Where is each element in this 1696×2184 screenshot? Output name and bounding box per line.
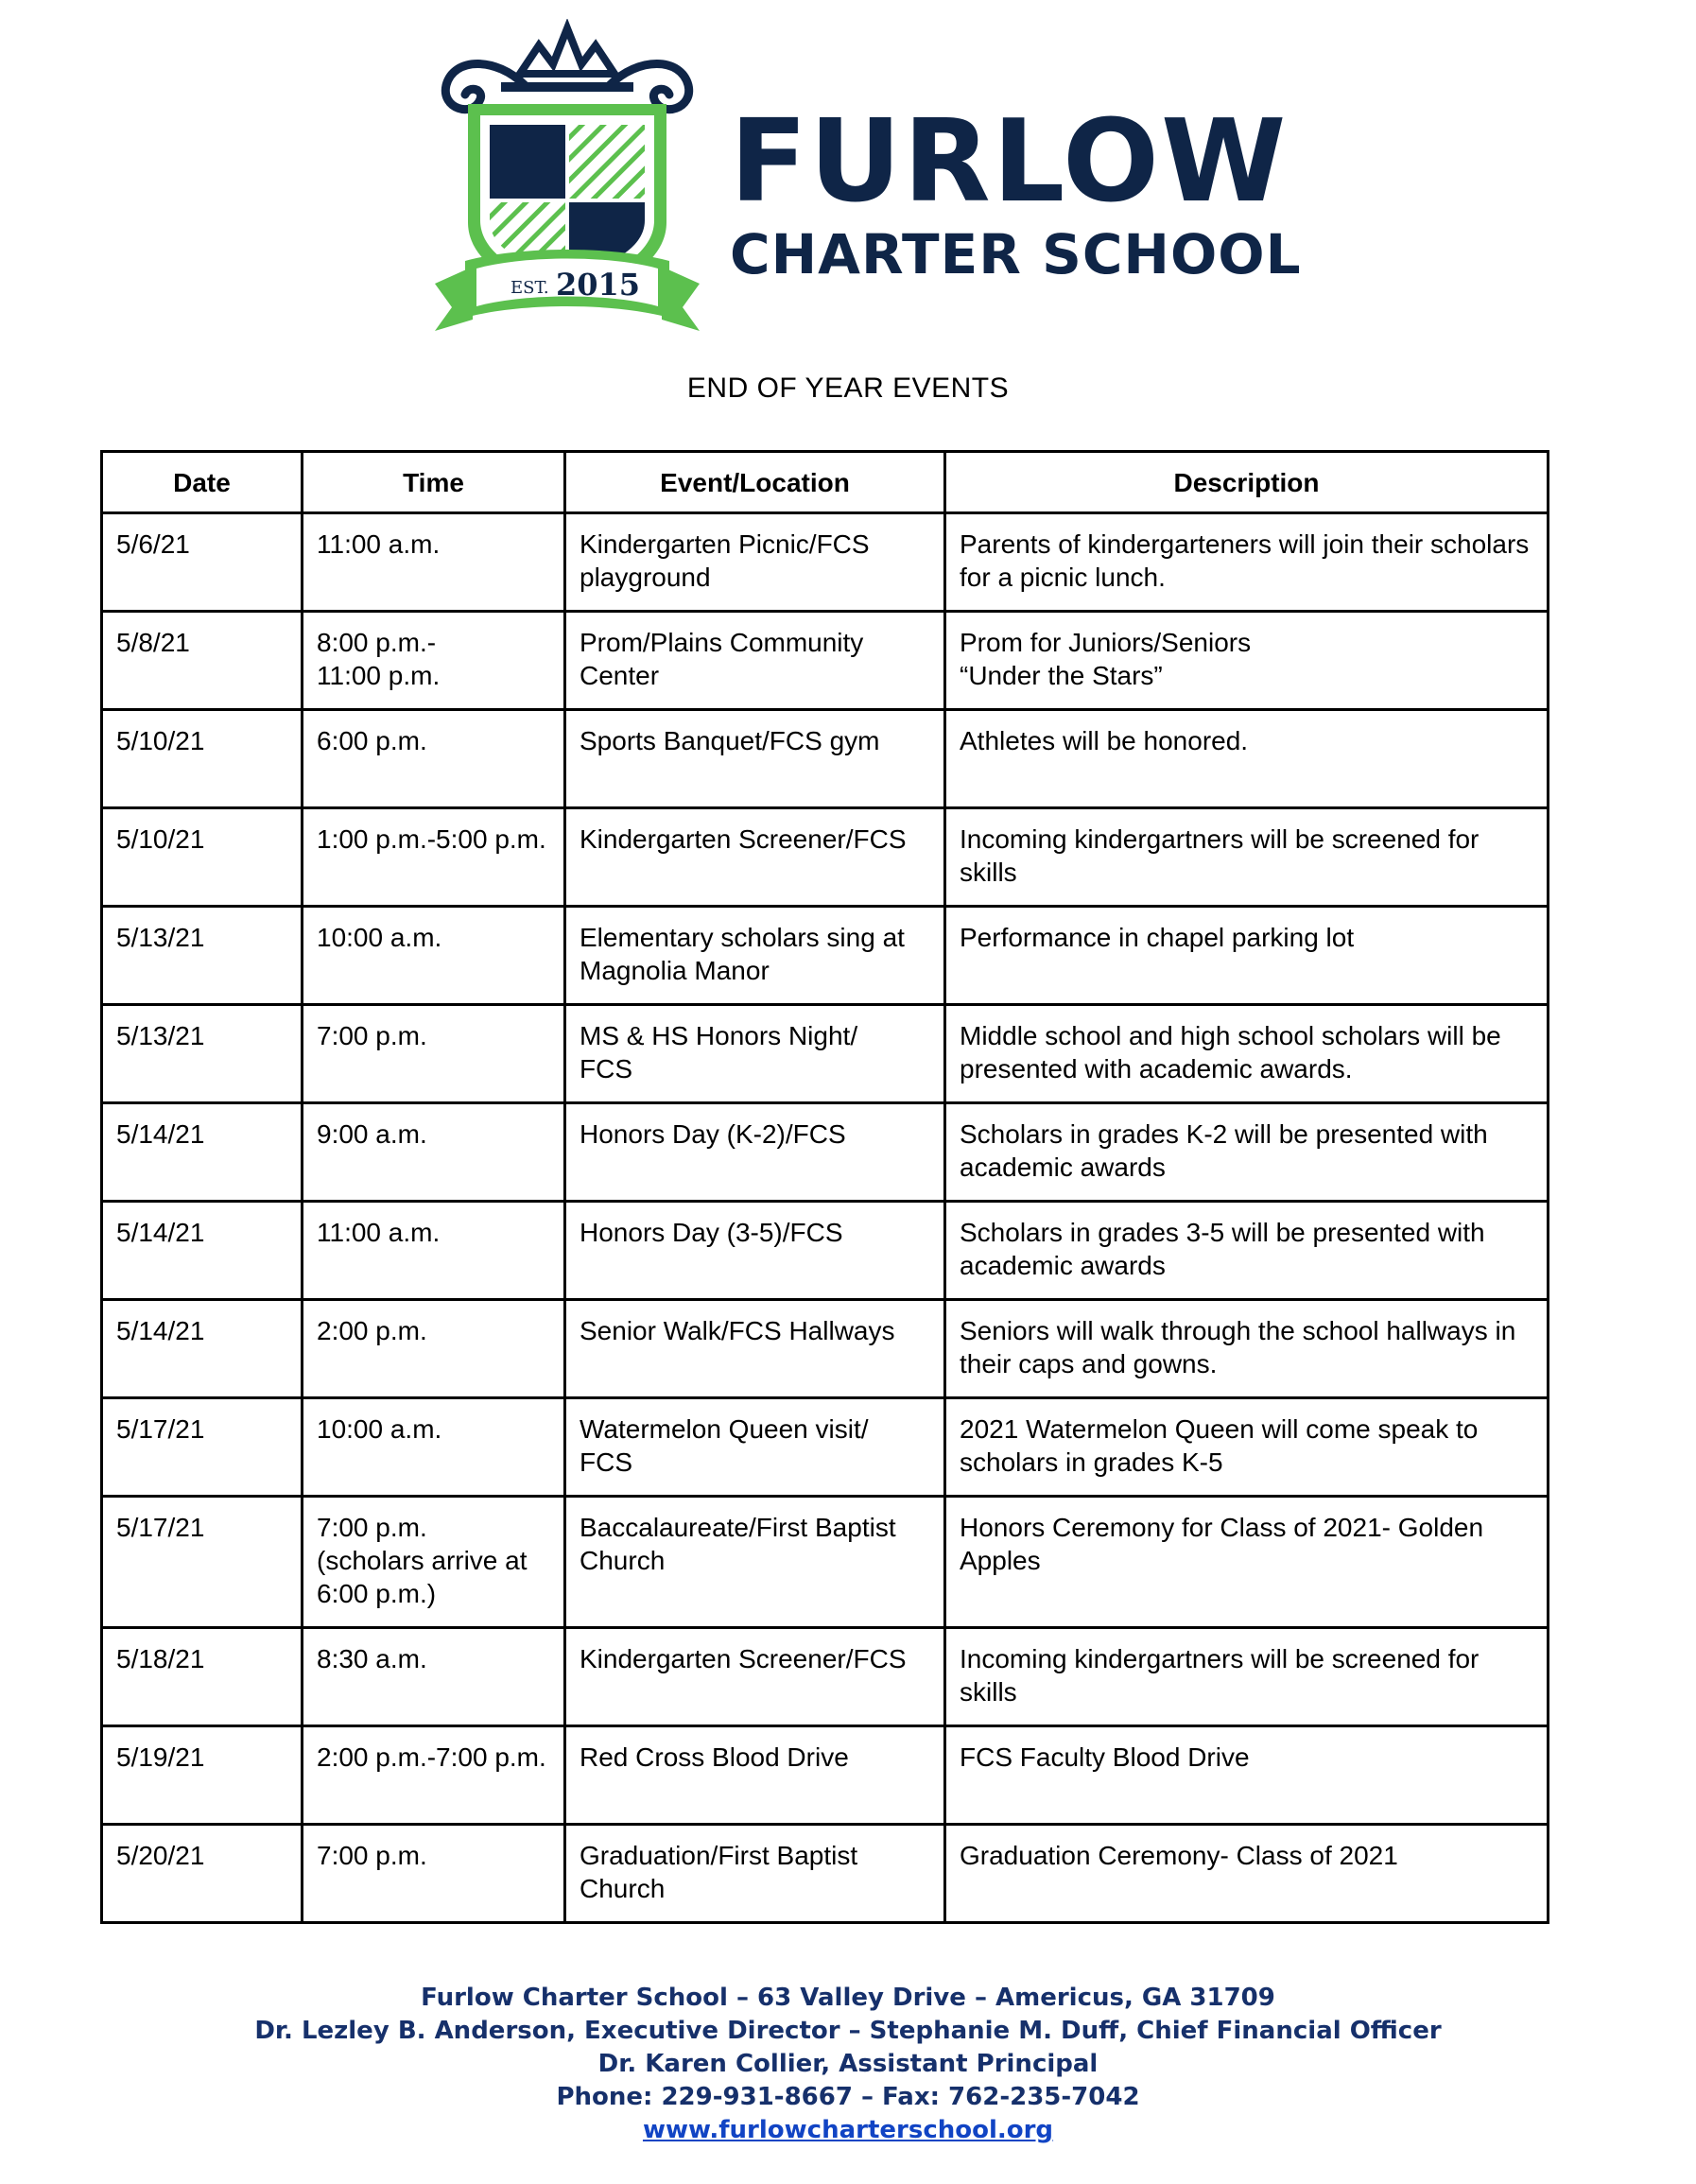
cell-event-location: Kindergarten Screener/FCS xyxy=(565,808,945,907)
cell-date: 5/8/21 xyxy=(102,612,303,710)
cell-event-location: Baccalaureate/First Baptist Church xyxy=(565,1497,945,1628)
cell-description: 2021 Watermelon Queen will come speak to scholars in grades K-5 xyxy=(945,1398,1549,1497)
table-row xyxy=(102,1497,1549,1628)
column-header-time: Time xyxy=(303,452,565,513)
cell-time: 7:00 p.m. (scholars arrive at 6:00 p.m.) xyxy=(303,1497,565,1628)
table-row xyxy=(102,808,1549,907)
cell-time: 2:00 p.m. xyxy=(303,1300,565,1398)
cell-time: 10:00 a.m. xyxy=(303,1398,565,1497)
table-row xyxy=(102,1202,1549,1300)
school-name-large: FURLOW xyxy=(730,96,1289,228)
cell-time: 10:00 a.m. xyxy=(303,907,565,1005)
table-row xyxy=(102,1005,1549,1103)
cell-date: 5/14/21 xyxy=(102,1103,303,1202)
cell-date: 5/17/21 xyxy=(102,1497,303,1628)
cell-description: FCS Faculty Blood Drive xyxy=(945,1726,1549,1825)
footer-phone-fax: Phone: 229-931-8667 – Fax: 762-235-7042 xyxy=(556,2083,1140,2111)
footer-website-link[interactable]: www.furlowcharterschool.org xyxy=(642,2116,1054,2144)
cell-date: 5/6/21 xyxy=(102,513,303,612)
cell-date: 5/13/21 xyxy=(102,907,303,1005)
footer-assistant-principal: Dr. Karen Collier, Assistant Principal xyxy=(597,2050,1099,2078)
column-header-event-location: Event/Location xyxy=(565,452,945,513)
cell-time: 11:00 a.m. xyxy=(303,513,565,612)
table-row xyxy=(102,1398,1549,1497)
column-header-description: Description xyxy=(945,452,1549,513)
cell-description: Incoming kindergartners will be screened for skills xyxy=(945,808,1549,907)
cell-description: Honors Ceremony for Class of 2021- Golden Apples xyxy=(945,1497,1549,1628)
table-row xyxy=(102,907,1549,1005)
cell-time: 7:00 p.m. xyxy=(303,1005,565,1103)
cell-time: 8:30 a.m. xyxy=(303,1628,565,1726)
cell-description: Parents of kindergarteners will join their scholars for a picnic lunch. xyxy=(945,513,1549,612)
cell-event-location: Kindergarten Picnic/FCS playground xyxy=(565,513,945,612)
table-row xyxy=(102,1726,1549,1825)
cell-event-location: Prom/Plains Community Center xyxy=(565,612,945,710)
column-header-date: Date xyxy=(102,452,303,513)
cell-time: 11:00 a.m. xyxy=(303,1202,565,1300)
school-name-block xyxy=(730,96,1302,286)
cell-time: 6:00 p.m. xyxy=(303,710,565,808)
cell-date: 5/19/21 xyxy=(102,1726,303,1825)
cell-time: 2:00 p.m.-7:00 p.m. xyxy=(303,1726,565,1825)
table-row xyxy=(102,1300,1549,1398)
table-row xyxy=(102,710,1549,808)
cell-event-location: Kindergarten Screener/FCS xyxy=(565,1628,945,1726)
cell-event-location: Red Cross Blood Drive xyxy=(565,1726,945,1825)
cell-description: Middle school and high school scholars will be presented with academic awards. xyxy=(945,1005,1549,1103)
cell-event-location: Watermelon Queen visit/ FCS xyxy=(565,1398,945,1497)
cell-description: Scholars in grades 3-5 will be presented with academic awards xyxy=(945,1202,1549,1300)
cell-time: 1:00 p.m.-5:00 p.m. xyxy=(303,808,565,907)
cell-date: 5/14/21 xyxy=(102,1202,303,1300)
cell-date: 5/10/21 xyxy=(102,808,303,907)
cell-event-location: MS & HS Honors Night/ FCS xyxy=(565,1005,945,1103)
cell-description: Seniors will walk through the school hallways in their caps and gowns. xyxy=(945,1300,1549,1398)
cell-event-location: Elementary scholars sing at Magnolia Manor xyxy=(565,907,945,1005)
cell-date: 5/14/21 xyxy=(102,1300,303,1398)
cell-time: 9:00 a.m. xyxy=(303,1103,565,1202)
table-row xyxy=(102,612,1549,710)
cell-time: 7:00 p.m. xyxy=(303,1825,565,1923)
cell-description: Prom for Juniors/Seniors “Under the Stars” xyxy=(945,612,1549,710)
cell-event-location: Honors Day (K-2)/FCS xyxy=(565,1103,945,1202)
cell-description: Performance in chapel parking lot xyxy=(945,907,1549,1005)
footer-contact xyxy=(0,1982,1696,2147)
cell-description: Incoming kindergartners will be screened for skills xyxy=(945,1628,1549,1726)
cell-event-location: Sports Banquet/FCS gym xyxy=(565,710,945,808)
cell-event-location: Senior Walk/FCS Hallways xyxy=(565,1300,945,1398)
school-name-small: CHARTER SCHOOL xyxy=(730,222,1302,286)
cell-date: 5/20/21 xyxy=(102,1825,303,1923)
table-row xyxy=(102,1825,1549,1923)
cell-date: 5/13/21 xyxy=(102,1005,303,1103)
table-row xyxy=(102,1628,1549,1726)
school-crest-logo xyxy=(407,19,728,340)
footer-address: Furlow Charter School – 63 Valley Drive – Americus, GA 31709 xyxy=(421,1984,1275,2012)
events-table xyxy=(100,450,1549,1924)
cell-time: 8:00 p.m.- 11:00 p.m. xyxy=(303,612,565,710)
logo-year-text: 2015 xyxy=(556,267,641,303)
cell-date: 5/10/21 xyxy=(102,710,303,808)
table-row xyxy=(102,1103,1549,1202)
cell-date: 5/17/21 xyxy=(102,1398,303,1497)
cell-event-location: Graduation/First Baptist Church xyxy=(565,1825,945,1923)
cell-description: Graduation Ceremony- Class of 2021 xyxy=(945,1825,1549,1923)
table-row xyxy=(102,513,1549,612)
cell-date: 5/18/21 xyxy=(102,1628,303,1726)
events-table-body xyxy=(102,513,1549,1923)
logo-est-text: EST. xyxy=(511,278,549,298)
cell-event-location: Honors Day (3-5)/FCS xyxy=(565,1202,945,1300)
table-header-row xyxy=(102,452,1549,513)
cell-description: Athletes will be honored. xyxy=(945,710,1549,808)
page-title: END OF YEAR EVENTS xyxy=(686,373,1010,404)
cell-description: Scholars in grades K-2 will be presented with academic awards xyxy=(945,1103,1549,1202)
footer-administrators: Dr. Lezley B. Anderson, Executive Director – Stephanie M. Duff, Chief Financial Officer xyxy=(254,2017,1442,2045)
